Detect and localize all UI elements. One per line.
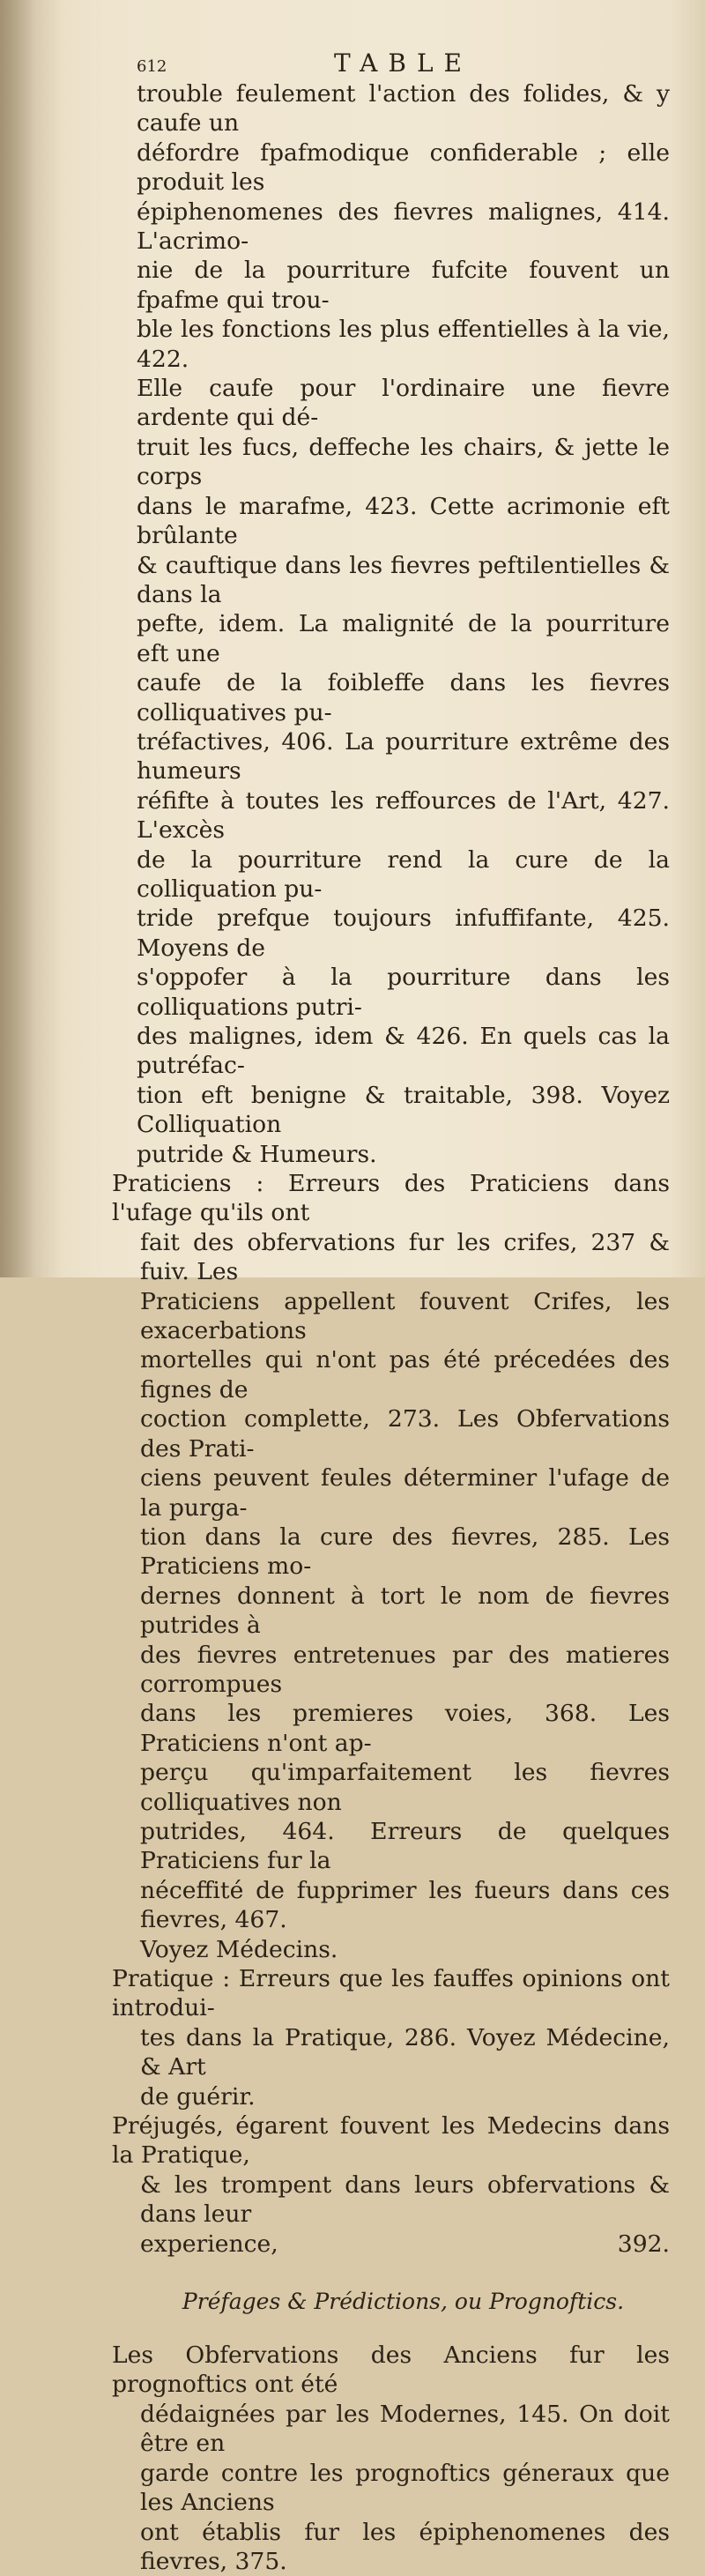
text-line: ciens peuvent feules déterminer l'ufage de la purga-	[112, 1463, 670, 1523]
text-line: pefte, idem. La malignité de la pourriture eft une	[137, 609, 670, 668]
text-line: ble les fonctions les plus effentielles à la vie, 422.	[137, 315, 670, 374]
text-line: de la pourriture rend la cure de la colliquation pu-	[137, 845, 670, 905]
entry-headline: Pratique : Erreurs que les fauffes opinions ont introdui-	[112, 1964, 670, 2023]
entry-headline: Les Obfervations des Anciens fur les prognoftics ont été	[112, 2341, 670, 2400]
text-line: néceffité de fupprimer les fueurs dans ces fievres, 467.	[112, 1876, 670, 1935]
index-entry-pourriture	[137, 79, 670, 1169]
text-line: & cauftique dans les fievres peftilentielles & dans la	[137, 551, 670, 610]
page-content	[137, 48, 670, 2576]
text-fragment: experience,	[140, 2230, 278, 2259]
text-line: putrides, 464. Erreurs de quelques Praticiens fur la	[112, 1817, 670, 1876]
subheading-text: Préfages & Prédictions, ou Prognoftics.	[182, 2289, 624, 2314]
text-line: dans les premieres voies, 368. Les Praticiens n'ont ap-	[112, 1699, 670, 1758]
text-line: tion eft benigne & traitable, 398. Voyez Colliquation	[137, 1081, 670, 1140]
entry-headline: Préjugés, égarent fouvent les Medecins dans la Pratique,	[112, 2111, 670, 2170]
text-line: dans le marafme, 423. Cette acrimonie eft brûlante	[137, 492, 670, 551]
text-line: tride prefque toujours infuffifante, 425. Moyens de	[137, 904, 670, 963]
index-entry-pratique	[112, 1964, 670, 2111]
text-line: perçu qu'imparfaitement les fievres colliquatives non	[112, 1758, 670, 1817]
text-line: garde contre les prognoftics géneraux que les Anciens	[112, 2459, 670, 2518]
text-line: tes dans la Pratique, 286. Voyez Médecine, & Art	[112, 2023, 670, 2082]
text-line: des malignes, idem & 426. En quels cas la putréfac-	[137, 1022, 670, 1081]
text-line: caufe de la foibleffe dans les fievres colliquatives pu-	[137, 668, 670, 727]
text-line: de guérir.	[112, 2082, 670, 2111]
text-line: Voyez Médecins.	[112, 1935, 670, 1964]
text-line: réfifte à toutes les reffources de l'Art, 427. L'excès	[137, 786, 670, 845]
text-line: dédaignées par les Modernes, 145. On doit être en	[112, 2400, 670, 2459]
text-line: nie de la pourriture fufcite fouvent un fpafme qui trou-	[137, 256, 670, 315]
text-line: tion dans la cure des fievres, 285. Les Praticiens mo-	[112, 1523, 670, 1582]
text-line: fait des obfervations fur les crifes, 237 & fuiv. Les	[112, 1228, 670, 1287]
page-number: 612	[137, 57, 189, 76]
text-line: & les trompent dans leurs obfervations & dans leur	[112, 2170, 670, 2230]
text-line: mortelles qui n'ont pas été précedées des fignes de	[112, 1345, 670, 1404]
text-line: tréfactives, 406. La pourriture extrême des humeurs	[137, 727, 670, 786]
text-line: putride & Humeurs.	[137, 1140, 670, 1169]
text-line: Elle caufe pour l'ordinaire une fievre ardente qui dé-	[137, 374, 670, 433]
page-header	[137, 48, 670, 78]
running-title: TABLE	[189, 48, 670, 78]
section-subheading	[137, 2289, 670, 2314]
text-line: des fievres entretenues par des matieres corrompues	[112, 1641, 670, 1700]
text-line: épiphenomenes des fievres malignes, 414. L'acrimo-	[137, 197, 670, 257]
entry-headline: Praticiens : Erreurs des Praticiens dans l'ufage qu'ils ont	[112, 1169, 670, 1228]
text-line: Praticiens appellent fouvent Crifes, les exacerbations	[112, 1287, 670, 1346]
text-line: défordre fpafmodique confiderable ; elle produit les	[137, 138, 670, 197]
text-line: s'oppofer à la pourriture dans les colliquations putri-	[137, 963, 670, 1022]
index-entry-observations	[112, 2341, 670, 2576]
index-entry-praticiens	[112, 1169, 670, 1964]
page-reference: 392.	[618, 2230, 670, 2259]
text-line	[112, 2230, 670, 2259]
text-line: dernes donnent à tort le nom de fievres putrides à	[112, 1582, 670, 1641]
index-entry-prejuges	[112, 2111, 670, 2259]
text-line: trouble feulement l'action des folides, & y caufe un	[137, 79, 670, 138]
text-line: coction complette, 273. Les Obfervations des Prati-	[112, 1404, 670, 1463]
book-page	[0, 0, 705, 1277]
text-line: ont établis fur les épiphenomenes des fievres, 375.	[112, 2518, 670, 2576]
text-line: truit les fucs, deffeche les chairs, & jette le corps	[137, 433, 670, 492]
